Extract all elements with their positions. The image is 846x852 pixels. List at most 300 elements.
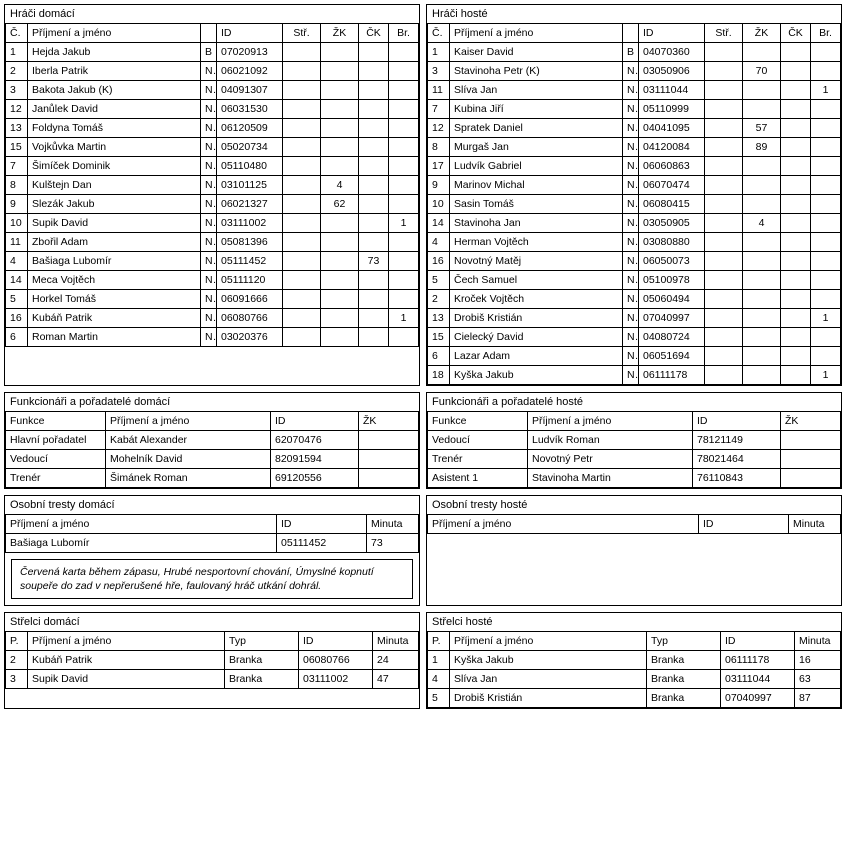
scorer-id: 06080766 [299, 651, 373, 670]
col-shots: Stř. [705, 24, 743, 43]
player-red-card [781, 252, 811, 271]
away-players-panel [426, 4, 842, 386]
player-id: 06080766 [217, 309, 283, 328]
table-row[interactable] [428, 176, 841, 195]
player-goals [811, 290, 841, 309]
player-red-card [359, 195, 389, 214]
player-number: 8 [6, 176, 28, 195]
player-goals [389, 176, 419, 195]
player-position: N [201, 157, 217, 176]
player-red-card [781, 214, 811, 233]
away-players-table [427, 23, 841, 385]
table-row[interactable] [428, 431, 841, 450]
player-yellow-card [743, 252, 781, 271]
table-row[interactable] [6, 233, 419, 252]
player-id: 03050905 [639, 214, 705, 233]
player-goals [389, 271, 419, 290]
col-id: ID [271, 412, 359, 431]
player-id: 05111452 [217, 252, 283, 271]
player-id: 04041095 [639, 119, 705, 138]
player-shots [705, 328, 743, 347]
col-minute: Minuta [373, 632, 419, 651]
player-number: 4 [6, 252, 28, 271]
scorer-order: 1 [428, 651, 450, 670]
table-row[interactable] [428, 214, 841, 233]
player-id: 03050906 [639, 62, 705, 81]
player-red-card [781, 43, 811, 62]
table-row[interactable] [428, 670, 841, 689]
player-goals [811, 347, 841, 366]
official-name: Šimánek Roman [106, 469, 271, 488]
player-yellow-card [743, 328, 781, 347]
player-number: 5 [6, 290, 28, 309]
table-row[interactable] [6, 138, 419, 157]
player-position: N [201, 290, 217, 309]
table-row[interactable] [6, 290, 419, 309]
home-scorers-panel [4, 612, 420, 709]
official-role: Trenér [6, 469, 106, 488]
player-shots [283, 62, 321, 81]
official-yellow-card [359, 450, 419, 469]
player-yellow-card [321, 81, 359, 100]
scorer-type: Branka [647, 651, 721, 670]
player-red-card [781, 100, 811, 119]
scorer-order: 2 [6, 651, 28, 670]
player-goals: 1 [811, 309, 841, 328]
table-row[interactable] [428, 347, 841, 366]
away-officials-panel [426, 392, 842, 489]
player-goals [811, 252, 841, 271]
officials-section [4, 392, 842, 489]
scorer-order: 5 [428, 689, 450, 708]
player-goals [811, 214, 841, 233]
official-role: Asistent 1 [428, 469, 528, 488]
player-goals [811, 328, 841, 347]
penalty-name: Bašiaga Lubomír [6, 534, 277, 553]
player-id: 06021092 [217, 62, 283, 81]
player-shots [705, 62, 743, 81]
player-shots [283, 195, 321, 214]
player-red-card [359, 214, 389, 233]
player-number: 11 [6, 233, 28, 252]
player-position: N [623, 195, 639, 214]
player-shots [705, 271, 743, 290]
player-yellow-card [321, 119, 359, 138]
col-number: Č. [6, 24, 28, 43]
player-id: 04120084 [639, 138, 705, 157]
player-red-card [781, 119, 811, 138]
col-role: Funkce [6, 412, 106, 431]
player-number: 3 [6, 81, 28, 100]
player-id: 06080415 [639, 195, 705, 214]
away-players-title: Hráči hosté [432, 8, 488, 20]
player-id: 05020734 [217, 138, 283, 157]
official-role: Hlavní pořadatel [6, 431, 106, 450]
table-row[interactable] [428, 252, 841, 271]
table-row[interactable] [6, 469, 419, 488]
player-number: 2 [6, 62, 28, 81]
player-goals [389, 328, 419, 347]
col-name: Příjmení a jméno [450, 632, 647, 651]
table-row[interactable] [6, 328, 419, 347]
official-role: Trenér [428, 450, 528, 469]
player-id: 06051694 [639, 347, 705, 366]
table-row[interactable] [6, 271, 419, 290]
scorer-id: 06111178 [721, 651, 795, 670]
player-red-card [359, 62, 389, 81]
table-row[interactable] [6, 252, 419, 271]
home-officials-table [5, 411, 419, 488]
player-red-card [359, 138, 389, 157]
player-yellow-card [743, 43, 781, 62]
player-name: Murgaš Jan [450, 138, 623, 157]
player-number: 9 [428, 176, 450, 195]
col-name: Příjmení a jméno [6, 515, 277, 534]
col-order: P. [428, 632, 450, 651]
player-position: N [201, 214, 217, 233]
player-id: 05060494 [639, 290, 705, 309]
player-red-card [781, 195, 811, 214]
official-id: 78021464 [693, 450, 781, 469]
table-row[interactable] [428, 290, 841, 309]
player-shots [283, 100, 321, 119]
table-row[interactable] [6, 534, 419, 553]
table-row[interactable] [6, 176, 419, 195]
official-id: 76110843 [693, 469, 781, 488]
player-id: 04091307 [217, 81, 283, 100]
col-id: ID [217, 24, 283, 43]
scorer-name: Kyška Jakub [450, 651, 647, 670]
player-id: 03111044 [639, 81, 705, 100]
player-shots [283, 290, 321, 309]
official-yellow-card [359, 431, 419, 450]
player-number: 6 [6, 328, 28, 347]
player-yellow-card [743, 81, 781, 100]
player-id: 06091666 [217, 290, 283, 309]
table-row[interactable] [6, 431, 419, 450]
away-penalties-header-row [428, 515, 841, 534]
away-players-header-row [428, 24, 841, 43]
col-goals: Br. [811, 24, 841, 43]
table-row[interactable] [428, 62, 841, 81]
col-position [201, 24, 217, 43]
player-position: B [201, 43, 217, 62]
table-row[interactable] [6, 119, 419, 138]
scorer-name: Kubáň Patrik [28, 651, 225, 670]
player-goals [389, 290, 419, 309]
table-row[interactable] [428, 119, 841, 138]
away-officials-header-row [428, 412, 841, 431]
player-red-card [781, 271, 811, 290]
player-goals [811, 271, 841, 290]
scorer-minute: 87 [795, 689, 841, 708]
player-number: 14 [6, 271, 28, 290]
away-penalties-table [427, 514, 841, 534]
player-red-card [359, 157, 389, 176]
table-row[interactable] [428, 233, 841, 252]
home-officials-panel [4, 392, 420, 489]
player-id: 06021327 [217, 195, 283, 214]
official-yellow-card [781, 469, 841, 488]
col-type: Typ [225, 632, 299, 651]
table-row[interactable] [428, 469, 841, 488]
player-yellow-card [321, 214, 359, 233]
player-name: Kaiser David [450, 43, 623, 62]
player-yellow-card [321, 252, 359, 271]
player-number: 3 [428, 62, 450, 81]
player-red-card [781, 309, 811, 328]
player-shots [705, 100, 743, 119]
player-shots [705, 43, 743, 62]
player-name: Bašiaga Lubomír [28, 252, 201, 271]
player-number: 16 [428, 252, 450, 271]
player-position: N [623, 366, 639, 385]
home-penalties-header-row [6, 515, 419, 534]
home-officials-header-row [6, 412, 419, 431]
col-name: Příjmení a jméno [106, 412, 271, 431]
table-row[interactable] [428, 309, 841, 328]
player-number: 12 [428, 119, 450, 138]
official-name: Stavinoha Martin [528, 469, 693, 488]
player-position: N [623, 233, 639, 252]
player-shots [283, 138, 321, 157]
scorer-minute: 47 [373, 670, 419, 689]
player-yellow-card: 89 [743, 138, 781, 157]
home-players-title: Hráči domácí [10, 8, 75, 20]
table-row[interactable] [428, 689, 841, 708]
table-row[interactable] [6, 450, 419, 469]
player-number: 1 [428, 43, 450, 62]
player-name: Janůlek David [28, 100, 201, 119]
player-name: Meca Vojtěch [28, 271, 201, 290]
player-shots [705, 290, 743, 309]
player-position: N [623, 100, 639, 119]
official-name: Mohelník David [106, 450, 271, 469]
player-id: 06050073 [639, 252, 705, 271]
player-position: N [201, 233, 217, 252]
player-goals [389, 100, 419, 119]
away-scorers-title: Střelci hosté [432, 616, 493, 628]
home-penalties-title: Osobní tresty domácí [10, 499, 115, 511]
player-shots [705, 309, 743, 328]
player-name: Stavinoha Jan [450, 214, 623, 233]
player-position: N [201, 81, 217, 100]
home-scorers-header-row [6, 632, 419, 651]
player-name: Kroček Vojtěch [450, 290, 623, 309]
table-row[interactable] [428, 651, 841, 670]
col-id: ID [699, 515, 789, 534]
player-goals [389, 233, 419, 252]
player-red-card [359, 176, 389, 195]
player-red-card [359, 271, 389, 290]
col-name: Příjmení a jméno [428, 515, 699, 534]
player-shots [705, 119, 743, 138]
player-id: 05111120 [217, 271, 283, 290]
home-officials-title: Funkcionáři a pořadatelé domácí [10, 396, 171, 408]
player-id: 03020376 [217, 328, 283, 347]
away-penalties-panel [426, 495, 842, 606]
table-row[interactable] [6, 651, 419, 670]
table-row[interactable] [6, 43, 419, 62]
players-section [4, 4, 842, 386]
player-id: 04070360 [639, 43, 705, 62]
official-role: Vedoucí [428, 431, 528, 450]
player-number: 11 [428, 81, 450, 100]
scorer-minute: 16 [795, 651, 841, 670]
table-row[interactable] [428, 195, 841, 214]
table-row[interactable] [428, 43, 841, 62]
col-goals: Br. [389, 24, 419, 43]
player-shots [283, 309, 321, 328]
penalty-minute: 73 [367, 534, 419, 553]
player-position: N [623, 81, 639, 100]
player-red-card [359, 100, 389, 119]
table-row[interactable] [428, 366, 841, 385]
player-name: Spratek Daniel [450, 119, 623, 138]
player-position: N [201, 328, 217, 347]
player-name: Slezák Jakub [28, 195, 201, 214]
player-position: N [623, 138, 639, 157]
table-row[interactable] [6, 214, 419, 233]
player-id: 06031530 [217, 100, 283, 119]
player-number: 7 [428, 100, 450, 119]
col-id: ID [693, 412, 781, 431]
table-row[interactable] [6, 100, 419, 119]
official-yellow-card [359, 469, 419, 488]
player-yellow-card: 4 [743, 214, 781, 233]
table-row[interactable] [428, 328, 841, 347]
col-id: ID [639, 24, 705, 43]
player-shots [283, 328, 321, 347]
col-yellow-card: ŽK [321, 24, 359, 43]
away-penalty-note-spacer [427, 534, 841, 586]
home-scorers-title: Střelci domácí [10, 616, 80, 628]
player-shots [705, 81, 743, 100]
player-number: 1 [6, 43, 28, 62]
player-red-card [781, 328, 811, 347]
player-id: 06070474 [639, 176, 705, 195]
player-shots [283, 252, 321, 271]
player-position: N [623, 271, 639, 290]
player-goals [811, 233, 841, 252]
col-id: ID [299, 632, 373, 651]
home-scorers-table [5, 631, 419, 689]
scorer-id: 03111044 [721, 670, 795, 689]
col-name: Příjmení a jméno [28, 24, 201, 43]
player-name: Bakota Jakub (K) [28, 81, 201, 100]
scorer-minute: 24 [373, 651, 419, 670]
player-yellow-card: 57 [743, 119, 781, 138]
player-name: Iberla Patrik [28, 62, 201, 81]
player-shots [283, 233, 321, 252]
scorer-name: Slíva Jan [450, 670, 647, 689]
col-yellow-card: ŽK [781, 412, 841, 431]
scorer-order: 4 [428, 670, 450, 689]
table-row[interactable] [428, 138, 841, 157]
table-row[interactable] [6, 670, 419, 689]
player-position: N [201, 309, 217, 328]
player-number: 15 [6, 138, 28, 157]
player-goals [389, 81, 419, 100]
player-id: 07020913 [217, 43, 283, 62]
player-goals [811, 62, 841, 81]
player-shots [283, 43, 321, 62]
player-name: Roman Martin [28, 328, 201, 347]
table-row[interactable] [6, 62, 419, 81]
scorers-section [4, 612, 842, 709]
player-goals: 1 [811, 366, 841, 385]
player-position: N [201, 100, 217, 119]
player-goals [811, 157, 841, 176]
away-penalties-title: Osobní tresty hosté [432, 499, 528, 511]
player-shots [283, 157, 321, 176]
table-row[interactable] [6, 195, 419, 214]
table-row[interactable] [428, 271, 841, 290]
table-row[interactable] [6, 157, 419, 176]
player-yellow-card: 70 [743, 62, 781, 81]
col-id: ID [721, 632, 795, 651]
away-officials-title: Funkcionáři a pořadatelé hosté [432, 396, 584, 408]
home-players-header-row [6, 24, 419, 43]
player-id: 05110999 [639, 100, 705, 119]
scorer-name: Supik David [28, 670, 225, 689]
player-number: 9 [6, 195, 28, 214]
player-red-card [781, 138, 811, 157]
official-name: Kabát Alexander [106, 431, 271, 450]
player-id: 05081396 [217, 233, 283, 252]
table-row[interactable] [6, 81, 419, 100]
player-shots [705, 233, 743, 252]
player-id: 06120509 [217, 119, 283, 138]
scorer-minute: 63 [795, 670, 841, 689]
player-id: 03101125 [217, 176, 283, 195]
home-penalties-table [5, 514, 419, 553]
player-goals [811, 100, 841, 119]
player-name: Cielecký David [450, 328, 623, 347]
penalty-id: 05111452 [277, 534, 367, 553]
player-goals: 1 [389, 214, 419, 233]
player-shots [283, 81, 321, 100]
player-red-card [359, 81, 389, 100]
home-players-panel [4, 4, 420, 386]
player-yellow-card [743, 366, 781, 385]
table-row[interactable] [6, 309, 419, 328]
table-row[interactable] [428, 100, 841, 119]
table-row[interactable] [428, 450, 841, 469]
player-name: Čech Samuel [450, 271, 623, 290]
player-number: 2 [428, 290, 450, 309]
official-name: Novotný Petr [528, 450, 693, 469]
player-name: Vojkůvka Martin [28, 138, 201, 157]
table-row[interactable] [428, 157, 841, 176]
player-yellow-card [321, 62, 359, 81]
player-number: 13 [6, 119, 28, 138]
player-shots [283, 271, 321, 290]
player-goals [389, 43, 419, 62]
player-shots [705, 176, 743, 195]
player-id: 03111002 [217, 214, 283, 233]
player-yellow-card [321, 328, 359, 347]
table-row[interactable] [428, 81, 841, 100]
player-goals: 1 [389, 309, 419, 328]
player-goals [811, 195, 841, 214]
player-yellow-card [743, 100, 781, 119]
official-yellow-card [781, 431, 841, 450]
player-shots [283, 176, 321, 195]
col-id: ID [277, 515, 367, 534]
player-number: 15 [428, 328, 450, 347]
away-scorers-table [427, 631, 841, 708]
